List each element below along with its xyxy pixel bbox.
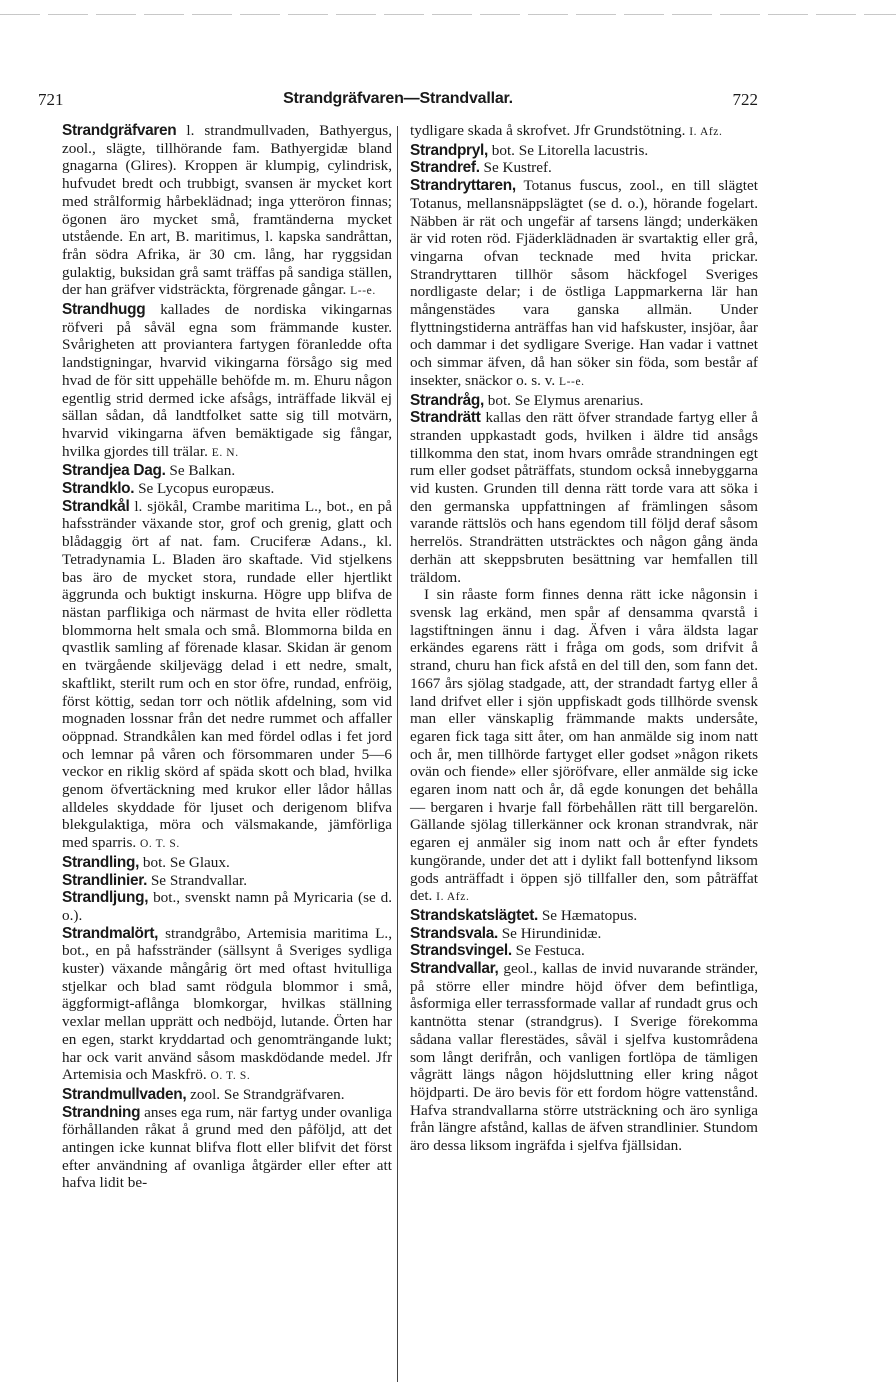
author-sign: L--e. [558, 375, 585, 388]
entry-text: Se Strandvallar. [150, 871, 248, 889]
entry [62, 498, 392, 854]
left-column [62, 122, 392, 1192]
headword: Strandljung, [62, 889, 149, 907]
headword: Strandvallar, [410, 960, 499, 978]
entry-text: Totanus fuscus, zool., en till slägtet Totanus, mellansnäppslägtet (se d. o.), hörande fogelart. Näbben är rät och ungefär af tarsens längd; underkäken är vid roten röd. Fjäderklädnaden är svartaktig eller grå, vingarna ofvan tecknade med hvita prickar. Strandryttaren tillhör såsom häckfogel Sveriges nordligaste delar; i de östliga Lappmarkerna lär han mångenstädes vara ganska allmän. Under flyttningstiderna anträffas han vid hafskuster, insjöar, åar och dammar i det sydligare Sverige. Han vadar i vattnet och simmar äfven, då han söker sin föda, som består af insekter, snäckor o. s. v. [410, 177, 758, 389]
headword: Strandref. [410, 159, 480, 177]
entry [62, 925, 392, 1086]
headword: Strandmalört, [62, 924, 159, 942]
page-number-right: 722 [732, 90, 758, 109]
entry [62, 122, 392, 301]
author-sign: I. Afz. [436, 891, 470, 904]
entry-text: kallas den rätt öfver strandade fartyg eller å stranden uppkastadt gods, hvilken i äldre tid ansågs tillkomma den stat, inom hvars område strandningen egt rum eller godset påträffats, stundom också innebyggarna vid kusten. Grunden till denna rätt torde vara att söka i den germanska uppfattningen af främlingen såsom varande rättslös och hans egendom till följd deraf såsom herrelös. Strandrätten utsträcktes och någon gång ända derhän att skeppsbruten besättning var hemfallen till träldom. [410, 409, 759, 586]
headword: Strandning [62, 1103, 141, 1121]
author-sign: E. N. [211, 446, 239, 459]
entry-text: geol., kallas de invid nuvarande stränder, på större eller mindre höjd öfver dem befintliga, åsformiga eller terrassformade vallar af rundadt grus och kantnötta stenar (strandgrus). I Sverige förekomma sådana vallar flerestädes, såväl i sjelfva kustområdena som långt derifrån, och vanligen fortlöpa de tämligen vågrätt längs någon höjdsluttning eller kring något höjdparti. De äro bevis för ett fordom högre vattenstånd. Hafva strandvallarna större utsträckning och äro synliga från längre afstånd, kallas de äfven strandlinier. Stundom äro dessa liksom ingräfda i sjelfva fjällsidan. [410, 960, 758, 1155]
running-head: Strandgräfvaren—Strandvallar. [283, 90, 513, 107]
entry-text: Se Balkan. [169, 462, 236, 480]
author-sign: O. T. S. [140, 838, 180, 851]
entry-text: Se Lycopus europæus. [138, 480, 275, 498]
entry-text: l. strandmullvaden, Bathyergus, zool., slägte, tillhörande fam. Bathyergidæ bland gnagarna (Glires). Kroppen är klumpig, cylindrisk, hufvudet bredt och trubbigt, svansen är mycket kort med strålformig hårbeklädnad; inga ytteröron finnas; ögonen äro mycket små, framtänderna mycket utstående. En art, B. maritimus, l. kapska sandråttan, från södra Afrika, är 30 cm. lång, har ryggsidan gulaktig, buksidan grå samt träffas på sandiga ställen, der han gräfver vidsträckta, förgrenade gångar. [62, 122, 392, 299]
entry [62, 480, 392, 498]
scan-top-edge [0, 14, 896, 15]
entry [410, 409, 758, 586]
entry-text: bot. Se Elymus arenarius. [487, 391, 644, 409]
entry [410, 942, 758, 960]
entry [410, 925, 758, 943]
headword: Strandsvala. [410, 924, 498, 942]
entry-text: Se Hirundinidæ. [501, 924, 602, 942]
entry [62, 1086, 392, 1104]
author-sign: I. Afz. [689, 126, 723, 138]
headword: Strandrätt [410, 409, 481, 427]
entry-text: anses ega rum, när fartyg under ovanliga förhållanden råkat å grund med den påföljd, att det antingen icke kunnat blifva flott eller blifvit det först efter användning af ovanliga åtgärder eller efter att hafva lidit be- [62, 1103, 393, 1192]
entry-text: bot. Se Glaux. [142, 853, 230, 871]
entry [62, 462, 392, 480]
entry-paragraph [410, 586, 758, 907]
headword: Strandgräfvaren [62, 122, 177, 139]
entry [410, 392, 758, 410]
column-divider [397, 126, 398, 1382]
entry [410, 907, 758, 925]
right-column [410, 122, 758, 1155]
entry [62, 854, 392, 872]
page-header [38, 90, 758, 114]
author-sign: L--e. [350, 285, 376, 298]
entry-text: strandgråbo, Artemisia maritima L., bot., en på hafsstränder (sällsynt å Sveriges sydliga kuster) växande mångårig ört med oftast hvitulliga stjelkar och blad samt rödgula blommor i små, äggformigt-aflånga blomkorgar, hvilkas ställning vexlar mellan upprätt och nedböjd, lutande. Örten har en egen, starkt kryddartad och genomträngande lukt; har ock varit använd såsom maskdödande medel. Jfr Artemisia och Maskfrö. [62, 924, 392, 1084]
entry-text: Se Hæmatopus. [541, 906, 638, 924]
entry-text: l. sjökål, Crambe maritima L., bot., en på hafsstränder växande stor, grof och grenig, glatt och blådaggig ört af nat. fam. Cruciferæ Adans., kl. Tetradynamia L. Bladen äro skaftade. Vid stjelkens bas äro de mycket stora, rundade eller hjertlikt äggrunda och buktigt inskurna. Högre upp blifva de nästan parflikiga och närmast de hvita eller rödletta blommorna helt smala och små. Blommorna bilda en qvastlik samling af förenade klasar. Skidan är genom en tvärgående skiljevägg delad i ett nedre, smalt, skaftlikt, sterilt rum och en stor öfre, rundad, enfröig, först köttig, sedan torr och nötlik afdelning, som vid mognaden lossnar från det nedre rummet och affaller oöppnad. Strandkålen kan med fördel odlas i fet jord och lemnar på våren och försommaren under 5—6 veckor en riklig skörd af späda skott och blad, hvilka genom öfvertäckning med krukor eller lådor hållas alldeles skyddade för ljuset och derigenom blifva blekgulaktiga, möra och välsmakande, jämförliga med sparris. [62, 497, 393, 852]
entry [410, 960, 758, 1155]
entry-text: I sin råaste form finnes denna rätt icke någonsin i svensk lag erkänd, men spår af densamma qvarstå i lagstiftningen ännu i dag. Äfven i våra äldsta lagar erkändes egarens rätt i fråga om gods, som drifvit å strand, churu han fick afstå en del till den, som fann det. 1667 års sjölag stadgade, att, der strandadt fartyg eller å land drifvet eller i sjön uppfiskadt gods tillhörde svensk man eller vänskaplig främmande makts undersåte, egaren fick taga sitt åter, om han anmälde sig inom natt och år, men tillhörde fartyget eller godset »någon rikets ovän och fiende» eller sjöröfvare, eller anmälde sig icke egaren inom natt och år, då egde konungen det behålla — bergaren i hvarje fall förbehållen rätt till bergarelön. Gällande sjölag tillerkänner ock kronan strandvrak, när egaren ej anmäler sig inom natt och år efter fyndets kungörande, under det att i dylikt fall bottenfynd liksom gods anträffadt i öppen sjö tillfaller den, som påträffat det. [410, 586, 758, 905]
headword: Strandklo. [62, 480, 135, 498]
entry-text: zool. Se Strandgräfvaren. [190, 1085, 345, 1103]
entry-text: bot. Se Litorella lacustris. [491, 141, 649, 159]
headword: Strandling, [62, 853, 140, 871]
headword: Strandjea Dag. [62, 462, 166, 480]
headword: Strandråg, [410, 391, 484, 409]
headword: Strandskatslägtet. [410, 906, 539, 924]
entry-continuation [410, 122, 758, 142]
entry-text: Se Kustref. [483, 159, 552, 177]
entry-text: bot., svenskt namn på Myricaria (se d. o.). [62, 889, 392, 924]
entry [62, 301, 392, 462]
entry-text: kallades de nordiska vikingarnas röfveri på såväl egna som främmande kuster. Svårigheten att proviantera fartygen föranledde ofta landstigningar, hvarvid vikingarna försågo sig med hvad de för sitt uppehälle behöfde m. m. Ehuru någon egentlig strid dermed icke afsågs, inträffade likväl ej sällan sådan, då landtfolket satte sig till motvärn, hvarvid vikingarna äfven bemäktigade sig fångar, hvilka gjordes till trälar. [62, 301, 392, 460]
headword: Strandpryl, [410, 141, 488, 159]
entry [410, 177, 758, 391]
author-sign: O. T. S. [210, 1070, 251, 1083]
entry [62, 889, 392, 924]
entry-text: Se Festuca. [515, 942, 585, 960]
headword: Strandryttaren, [410, 177, 516, 195]
entry-text: tydligare skada å skrofvet. Jfr Grundstötning. [410, 122, 686, 139]
headword: Strandlinier. [62, 871, 148, 889]
headword: Strandsvingel. [410, 942, 512, 960]
entry [410, 159, 758, 177]
entry [62, 872, 392, 890]
page-number-left: 721 [38, 90, 64, 109]
entry [410, 142, 758, 160]
headword: Strandhugg [62, 301, 146, 319]
entry [62, 1104, 392, 1193]
headword: Strandkål [62, 497, 130, 515]
headword: Strandmullvaden, [62, 1085, 187, 1103]
